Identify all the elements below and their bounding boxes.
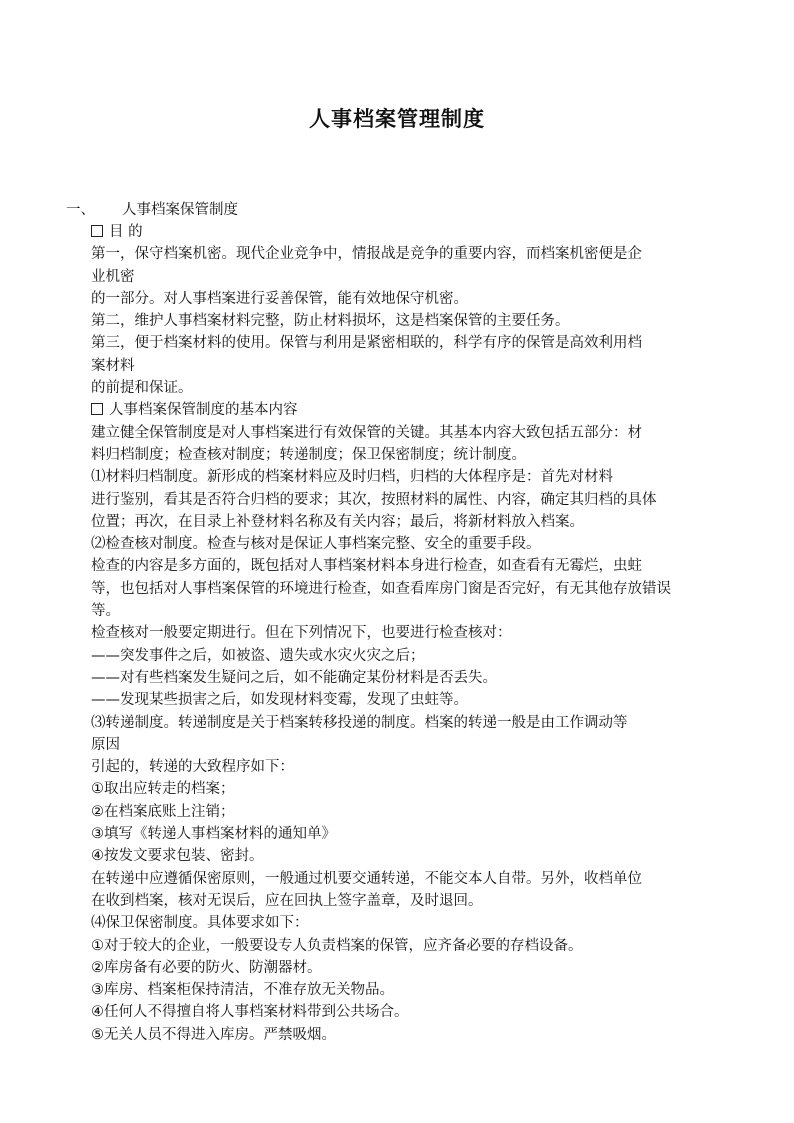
line-text: 原因: [91, 736, 120, 753]
line-text: 位置；再次，在目录上补登材料名称及有关内容；最后，将新材料放入档案。: [91, 513, 584, 530]
line-text: ④按发文要求包装、密封。: [91, 848, 264, 865]
line-text: ——对有些档案发生疑问之后，如不能确定某份材料是否丢失。: [91, 669, 497, 686]
checkbox-square-icon: [91, 403, 103, 415]
line-text: ③填写《转递人事档案材料的通知单》: [91, 826, 336, 843]
body-line: [91, 578, 731, 600]
line-text: 案材料: [91, 357, 135, 374]
body-line: [91, 801, 731, 823]
body-line: [91, 489, 731, 511]
body-line: [91, 645, 731, 667]
line-text: ④任何人不得擅自将人事档案材料带到公共场合。: [91, 1004, 409, 1021]
body-line: [91, 310, 731, 332]
line-text: ①对于较大的企业，一般要设专人负责档案的保管，应齐备必要的存档设备。: [91, 937, 583, 954]
body-line: [91, 355, 731, 377]
body-line: [91, 756, 731, 778]
line-text: 检查的内容是多方面的，既包括对人事档案材料本身进行检查，如查看有无霉烂，虫蛀: [91, 558, 642, 575]
body-line: [91, 935, 731, 957]
line-text: 引起的，转递的大致程序如下：: [91, 759, 294, 776]
line-text: ——发现某些损害之后，如发现材料变霉，发现了虫蛀等。: [91, 692, 468, 709]
line-text: ③库房、档案柜保持清洁，不准存放无关物品。: [91, 982, 394, 999]
line-text: 第二，维护人事档案材料完整，防止材料损坏，这是档案保管的主要任务。: [91, 313, 570, 330]
body-line: [91, 533, 731, 555]
line-text: 料归档制度；检查核对制度；转递制度；保卫保密制度；统计制度。: [91, 446, 526, 463]
line-text: 第三，便于档案材料的使用。保管与利用是紧密相联的，科学有序的保管是高效利用档: [91, 335, 642, 352]
section-number: 一、: [66, 202, 95, 218]
body-line: [91, 734, 731, 756]
body-line: [91, 288, 731, 310]
line-text: 第一，保守档案机密。现代企业竞争中，情报战是竞争的重要内容，而档案机密便是企: [91, 246, 642, 263]
line-text: ②库房备有必要的防火、防潮器材。: [91, 959, 322, 976]
body-line: [91, 957, 731, 979]
checkbox-square-icon: [91, 225, 103, 237]
body-line: [91, 377, 731, 399]
body-line: [91, 890, 731, 912]
body-line: [91, 912, 731, 934]
line-text: 建立健全保管制度是对人事档案进行有效保管的关键。其基本内容大致包括五部分：材: [91, 424, 642, 441]
body-line: [91, 600, 731, 622]
body-line: [91, 712, 731, 734]
body-line: [91, 444, 731, 466]
line-text: 人事档案保管制度的基本内容: [109, 402, 298, 419]
document-body: [91, 221, 731, 1046]
body-line: [91, 823, 731, 845]
body-line: [91, 332, 731, 354]
body-line: [91, 622, 731, 644]
line-text: ①取出应转走的档案；: [91, 781, 235, 798]
line-text: ⑵检查核对制度。检查与核对是保证人事档案完整、安全的重要手段。: [91, 536, 541, 553]
body-line: [91, 466, 731, 488]
line-text: 业机密: [91, 268, 135, 285]
body-line: [91, 555, 731, 577]
subheading-line: [91, 399, 731, 421]
body-line: [91, 979, 731, 1001]
line-text: ⑶转递制度。转递制度是关于档案转移投递的制度。档案的转递一般是由工作调动等: [91, 714, 628, 731]
line-text: ⑴材料归档制度。新形成的档案材料应及时归档，归档的大体程序是：首先对材料: [91, 469, 613, 486]
line-text: 进行鉴别，看其是否符合归档的要求；其次，按照材料的属性、内容，确定其归档的具体: [91, 491, 657, 508]
section-heading-text: 人事档案保管制度: [122, 202, 238, 218]
body-line: [91, 667, 731, 689]
body-line: [91, 1001, 731, 1023]
subheading-line: [91, 221, 731, 243]
line-text: ——突发事件之后，如被盗、遗失或水灾火灾之后；: [91, 647, 425, 664]
line-text: 的一部分。对人事档案进行妥善保管，能有效地保守机密。: [91, 290, 468, 307]
document-title: 人事档案管理制度: [309, 106, 485, 131]
body-line: [91, 266, 731, 288]
line-text: ⑤无关人员不得进入库房。严禁吸烟。: [91, 1026, 336, 1043]
body-line: [91, 689, 731, 711]
body-line: [91, 422, 731, 444]
body-line: [91, 1024, 731, 1046]
body-line: [91, 845, 731, 867]
body-line: [91, 868, 731, 890]
line-text: 的前提和保证。: [91, 380, 193, 397]
line-text: 等，也包括对人事档案保管的环境进行检查，如查看库房门窗是否完好，有无其他存放错误: [91, 580, 671, 597]
line-text: ②在档案底账上注销；: [91, 803, 235, 820]
line-text: 检查核对一般要定期进行。但在下列情况下，也要进行检查核对：: [91, 625, 512, 642]
section-heading: [66, 199, 238, 221]
body-line: [91, 511, 731, 533]
body-line: [91, 243, 731, 265]
body-line: [91, 778, 731, 800]
line-text: 在收到档案，核对无误后，应在回执上签字盖章，及时退回。: [91, 892, 483, 909]
line-text: 目 的: [109, 224, 143, 240]
line-text: 等。: [91, 603, 120, 620]
line-text: 在转递中应遵循保密原则，一般通过机要交通转递，不能交本人自带。另外，收档单位: [91, 870, 642, 887]
line-text: ⑷保卫保密制度。具体要求如下：: [91, 915, 309, 932]
